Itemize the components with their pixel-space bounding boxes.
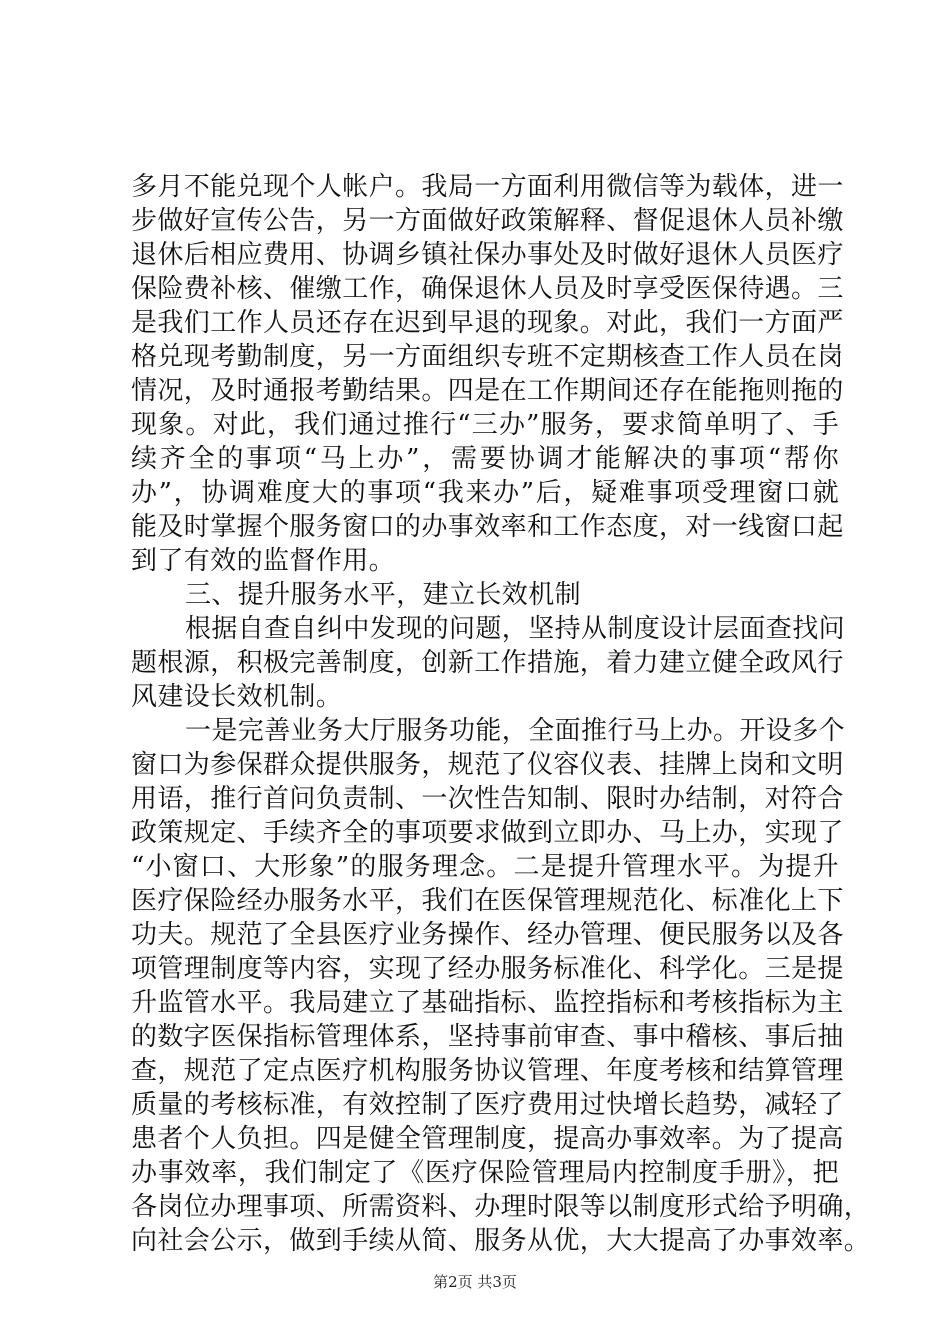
text-line: 窗口为参保群众提供服务，规范了仪容仪表、挂牌上岗和文明	[131, 750, 844, 780]
text-line: 续齐全的事项“马上办”，需要协调才能解决的事项“帮你	[131, 444, 839, 474]
text-line: 能及时掌握个服务窗口的办事效率和工作态度，对一线窗口起	[131, 512, 844, 542]
text-line: 项管理制度等内容，实现了经办服务标准化、科学化。三是提	[131, 954, 844, 984]
text-line: 是我们工作人员还存在迟到早退的现象。对此，我们一方面严	[131, 308, 844, 338]
text-line: 风建设长效机制。	[131, 682, 343, 712]
text-line: 根据自查自纠中发现的问题，坚持从制度设计层面查找问	[185, 614, 846, 644]
text-line: 用语，推行首问负责制、一次性告知制、限时办结制，对符合	[131, 784, 844, 814]
text-line: 的数字医保指标管理体系，坚持事前审查、事中稽核、事后抽	[131, 1022, 844, 1052]
paragraph	[131, 612, 846, 714]
text-line: 步做好宣传公告，另一方面做好政策解释、督促退休人员补缴	[131, 206, 844, 236]
text-line: 退休后相应费用、协调乡镇社保办事处及时做好退休人员医疗	[131, 240, 844, 270]
text-line: 办”，协调难度大的事项“我来办”后，疑难事项受理窗口就	[131, 478, 839, 508]
text-line: 查，规范了定点医疗机构服务协议管理、年度考核和结算管理	[131, 1056, 844, 1086]
text-line: 多月不能兑现个人帐户。我局一方面利用微信等为载体，进一	[131, 172, 844, 202]
text-line: 情况，及时通报考勤结果。四是在工作期间还存在能拖则拖的	[131, 376, 844, 406]
text-line: 质量的考核标准，有效控制了医疗费用过快增长趋势，减轻了	[131, 1090, 844, 1120]
text-line: 向社会公示，做到手续从简、服务从优，大大提高了办事效率。	[131, 1226, 871, 1256]
text-line: 患者个人负担。四是健全管理制度，提高办事效率。为了提高	[131, 1124, 844, 1154]
text-line: 到了有效的监督作用。	[131, 546, 396, 576]
text-line: 现象。对此，我们通过推行“三办”服务，要求简单明了、手	[131, 410, 839, 440]
text-line: 三、提升服务水平，建立长效机制	[185, 580, 582, 610]
text-line: 政策规定、手续齐全的事项要求做到立即办、马上办，实现了	[131, 818, 844, 848]
text-line: 保险费补核、催缴工作，确保退休人员及时享受医保待遇。三	[131, 274, 844, 304]
paragraph	[131, 714, 871, 1258]
text-line: 题根源，积极完善制度，创新工作措施，着力建立健全政风行	[131, 648, 844, 678]
text-line: 医疗保险经办服务水平，我们在医保管理规范化、标准化上下	[131, 886, 844, 916]
document-body	[131, 170, 871, 1258]
paragraph	[131, 170, 844, 578]
text-line: 升监管水平。我局建立了基础指标、监控指标和考核指标为主	[131, 988, 844, 1018]
page-footer: 第2页 共3页	[433, 1273, 517, 1291]
text-line: 功夫。规范了全县医疗业务操作、经办管理、便民服务以及各	[131, 920, 844, 950]
text-line: 一是完善业务大厅服务功能，全面推行马上办。开设多个	[185, 716, 846, 746]
paragraph	[131, 578, 839, 612]
text-line: 办事效率，我们制定了《医疗保险管理局内控制度手册》，把	[131, 1158, 839, 1188]
text-line: “小窗口、大形象”的服务理念。二是提升管理水平。为提升	[131, 852, 839, 882]
text-line: 各岗位办理事项、所需资料、办理时限等以制度形式给予明确，	[131, 1192, 871, 1222]
text-line: 格兑现考勤制度，另一方面组织专班不定期核查工作人员在岗	[131, 342, 844, 372]
